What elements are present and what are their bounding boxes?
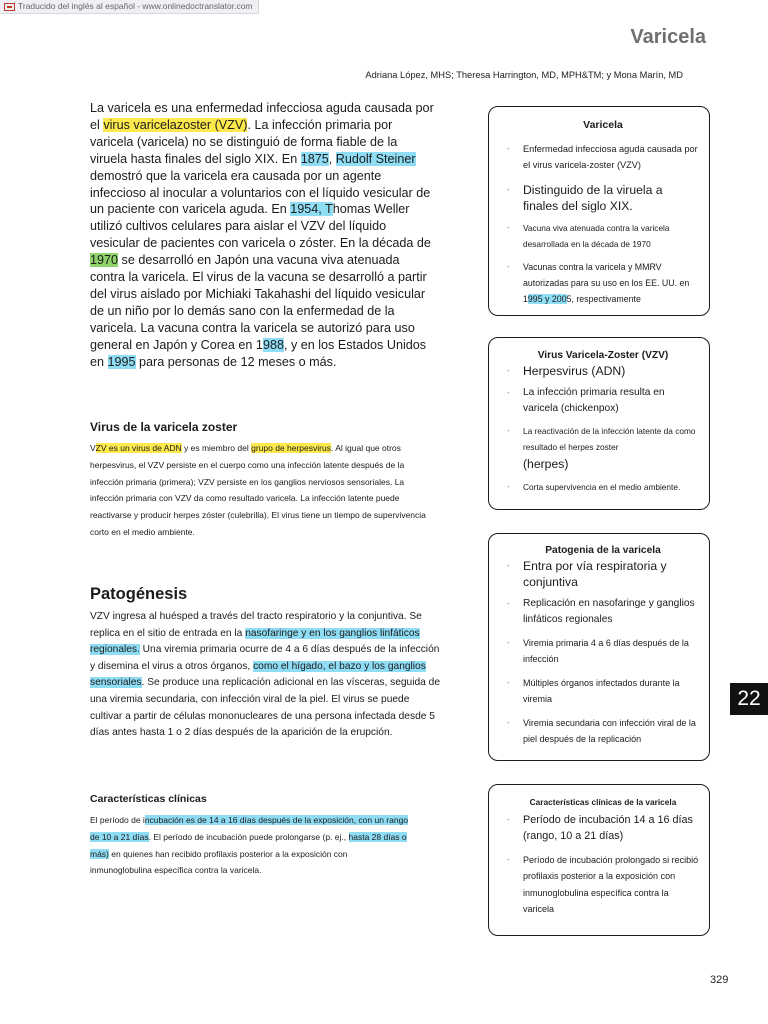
page-number: 329 (710, 974, 729, 986)
highlight: 995 y 200 (527, 294, 567, 305)
highlight: nasofaringe y en los ganglios linfáticos regionales. (90, 627, 420, 656)
sidebar-item: - Distinguido de la viruela a finales del siglo XIX. (507, 182, 699, 214)
sidebar-box-vzv (488, 337, 710, 510)
highlight: 988 (262, 337, 284, 352)
sidebar-item: - Enfermedad infecciosa aguda causada por el virus varicela-zoster (VZV) (507, 141, 699, 174)
section-heading-clinical: Características clínicas (90, 793, 207, 805)
chapter-number-tab: 22 (730, 683, 768, 715)
banner-text: Traducido del inglés al español - www.onlinedoctranslator.com (18, 1, 253, 11)
sidebar-box-pathogenesis (488, 533, 710, 761)
sidebar-box-title: Varicela (583, 119, 623, 131)
sidebar-item: - La reactivación de la infección latente da como resultado el herpes zoster (herpes) (507, 423, 699, 473)
sidebar-box-title: Características clínicas de la varicela (529, 797, 677, 807)
sidebar-item: - Entra por vía respiratoria y conjuntiva (507, 558, 699, 590)
sidebar-box-title: Patogenia de la varicela (545, 545, 661, 556)
highlight: hasta 28 días o más) (90, 831, 407, 859)
highlight: 1875 (300, 151, 329, 166)
sidebar-item: - Múltiples órganos infectados durante la viremia (507, 675, 699, 708)
highlight: ZV es un virus de ADN (95, 443, 182, 453)
sidebar-item: - Viremia primaria 4 a 6 días después de la infección (507, 635, 699, 668)
highlight: Rudolf Steiner (335, 151, 416, 166)
sidebar-item: - Vacuna viva atenuada contra la varicela desarrollada en la década de 1970 (507, 220, 699, 253)
sidebar-item: - Período de incubación prolongado si recibió profilaxis posterior a la exposición con inmunoglobulina específica contra la varicela (507, 852, 699, 918)
highlight: grupo de herpesvirus (251, 443, 331, 453)
sidebar-box-title: Virus Varicela-Zoster (VZV) (537, 350, 669, 361)
sidebar-item: - Vacunas contra la varicela y MMRV autorizadas para su uso en los EE. UU. en 1995 y 2005, respectivamente (507, 259, 699, 308)
section-heading-virus: Virus de la varicela zoster (90, 420, 238, 434)
authors-line: Adriana López, MHS; Theresa Harrington, MD, MPH&TM; y Mona Marín, MD (365, 70, 683, 80)
highlight: 1954, T (290, 202, 333, 217)
highlight: 1970 (90, 253, 119, 268)
highlight: 1995 (107, 354, 136, 369)
sidebar-item: - Corta supervivencia en el medio ambiente. (507, 479, 699, 495)
page-title: Varicela (630, 26, 706, 48)
highlight: ncubación es de 14 a 16 días después de la exposición, con un rango de 10 a 21 días (90, 815, 409, 842)
clinical-paragraph: El período de incubación es de 14 a 16 días después de la exposición, con un rango de 10 a 21 días. El período de incubación puede prolongarse (p. ej., hasta 28 días o más) en quienes han recibido profilaxis posterior a la exposición con inmunoglobulina específica contra la varicela. (90, 815, 409, 876)
sidebar-box-clinical (488, 784, 710, 936)
highlight: virus varicelazoster (VZV) (103, 117, 248, 132)
highlight: como el hígado, el bazo y los ganglios sensoriales (90, 660, 426, 689)
pathogenesis-paragraph: VZV ingresa al huésped a través del tracto respiratorio y la conjuntiva. Se replica en el sitio de entrada en la nasofaringe y en los ganglios linfáticos regionales. Una viremia primaria ocurre de 4 a 6 días después de la infección y disemina el virus a otros órganos, como el hígado, el bazo y los ganglios sensoriales. Se produce una replicación adicional en las vísceras, seguida de una viremia secundaria, con infección viral de la piel. El virus se puede cultivar a partir de células mononucleares de una persona infectada desde 5 días antes hasta 1 o 2 días después de la aparición de la erupción. (90, 611, 440, 739)
sidebar-item: - Herpesvirus (ADN) (507, 363, 699, 379)
sidebar-box-varicela (488, 106, 710, 316)
translation-banner[interactable] (0, 0, 259, 14)
sidebar-item: - Viremia secundaria con infección viral de la piel después de la replicación (507, 715, 699, 748)
intro-paragraph: La varicela es una enfermedad infecciosa aguda causada por el virus varicelazoster (VZV). La infección primaria por varicela (varicela) no se distinguió de forma fiable de la viruela hasta finales del siglo XIX. En 1875, Rudolf Steiner demostró que la varicela era causada por un agente infeccioso al inocular a voluntarios con el líquido vesicular de un paciente con varicela aguda. En 1954, Thomas Weller utilizó cultivos celulares para aislar el VZV del líquido vesicular de pacientes con varicela o zóster. En la década de 1970 se desarrolló en Japón una vacuna viva atenuada contra la varicela. El virus de la vacuna se desarrolló a partir del virus aislado por Michiaki Takahashi del líquido vesicular de un niño por lo demás sano con la enfermedad de la varicela. La vacuna contra la varicela se autorizó para uso general en Japón y Corea en 1988, y en los Estados Unidos en 1995 para personas de 12 meses o más. (90, 101, 434, 369)
translator-logo-icon (4, 3, 15, 11)
virus-paragraph: VZV es un virus de ADN y es miembro del grupo de herpesvirus. Al igual que otros herpesvirus, el VZV persiste en el cuerpo como una infección latente después de la infección primaria (primera); VZV persiste en los ganglios nerviosos sensoriales. La infección primaria con VZV da como resultado varicela. La infección latente puede reactivarse y producir herpes zóster (culebrilla). El virus tiene un tiempo de supervivencia corto en el medio ambiente. (90, 443, 426, 537)
sidebar-item: - Replicación en nasofaringe y ganglios linfáticos regionales (507, 596, 699, 628)
sidebar-item: - Período de incubación 14 a 16 días (rango, 10 a 21 días) (507, 812, 699, 844)
section-heading-pathogenesis: Patogénesis (90, 585, 188, 603)
sidebar-item: - La infección primaria resulta en varicela (chickenpox) (507, 385, 699, 417)
